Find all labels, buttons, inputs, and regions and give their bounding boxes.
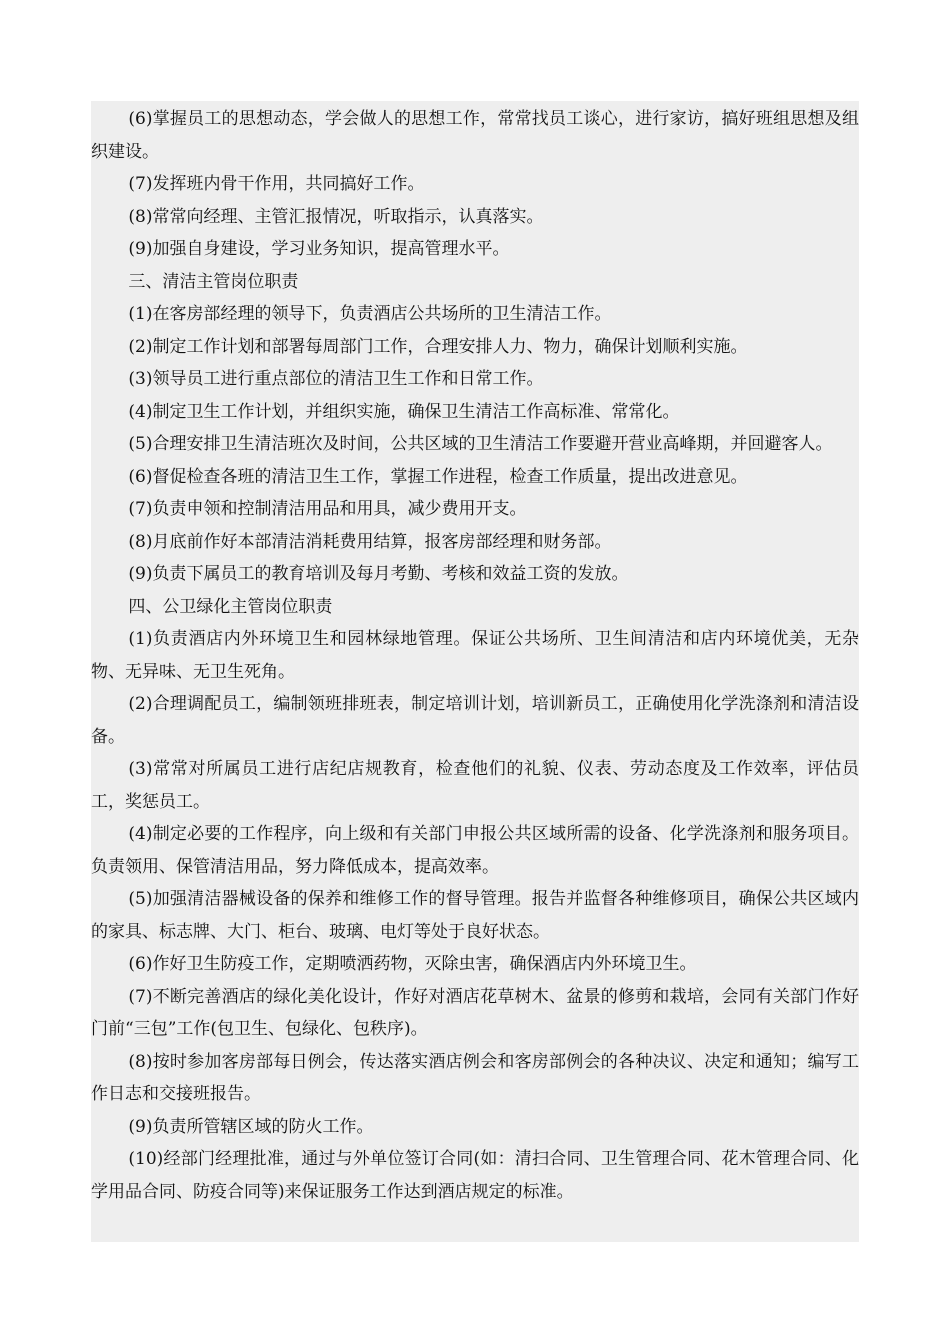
paragraph-greening-9: (9)负责所管辖区域的防火工作。 [128, 1116, 374, 1137]
paragraph-cleaning-1: (1)在客房部经理的领导下，负责酒店公共场所的卫生清洁工作。 [128, 304, 612, 324]
section-heading-greening-supervisor: 四、公卫绿化主管岗位职责 [128, 596, 333, 617]
paragraph-cleaning-9: (9)负责下属员工的教育培训及每月考勤、考核和效益工资的发放。 [128, 564, 629, 584]
document-text-block [91, 101, 859, 1242]
paragraph-greening-7: (7)不断完善酒店的绿化美化设计，作好对酒店花草树木、盆景的修剪和栽培，会同有关部门作好门前“三包”工作(包卫生、包绿化、包秩序)。 [91, 986, 859, 1039]
paragraph-greening-4: (4)制定必要的工作程序，向上级和有关部门申报公共区域所需的设备、化学洗涤剂和服务项目。负责领用、保管清洁用品，努力降低成本，提高效率。 [91, 824, 859, 877]
paragraph-greening-3: (3)常常对所属员工进行店纪店规教育，检查他们的礼貌、仪表、劳动态度及工作效率，评估员工，奖惩员工。 [91, 759, 859, 812]
paragraph-greening-2: (2)合理调配员工，编制领班排班表，制定培训计划，培训新员工，正确使用化学洗涤剂和清洁设备。 [91, 694, 859, 747]
paragraph-cleaning-4: (4)制定卫生工作计划，并组织实施，确保卫生清洁工作高标准、常常化。 [128, 401, 680, 422]
paragraph-greening-5: (5)加强清洁器械设备的保养和维修工作的督导管理。报告并监督各种维修项目，确保公共区域内的家具、标志牌、大门、柜台、玻璃、电灯等处于良好状态。 [91, 889, 859, 942]
paragraph-greening-8: (8)按时参加客房部每日例会，传达落实酒店例会和客房部例会的各种决议、决定和通知；编写工作日志和交接班报告。 [91, 1051, 859, 1104]
paragraph-cleaning-6: (6)督促检查各班的清洁卫生工作，掌握工作进程，检查工作质量，提出改进意见。 [128, 466, 748, 487]
paragraph-8-report: (8)常常向经理、主管汇报情况，听取指示，认真落实。 [128, 206, 544, 227]
paragraph-cleaning-2: (2)制定工作计划和部署每周部门工作，合理安排人力、物力，确保计划顺利实施。 [128, 336, 748, 357]
paragraph-cleaning-7: (7)负责申领和控制清洁用品和用具，减少费用开支。 [128, 499, 527, 519]
paragraph-cleaning-8: (8)月底前作好本部清洁消耗费用结算，报客房部经理和财务部。 [128, 531, 612, 552]
paragraph-6-thought-work: (6)掌握员工的思想动态，学会做人的思想工作，常常找员工谈心，进行家访，搞好班组思想及组织建设。 [91, 109, 859, 162]
paragraph-7-backbone: (7)发挥班内骨干作用，共同搞好工作。 [128, 174, 425, 194]
section-heading-cleaning-supervisor: 三、清洁主管岗位职责 [128, 271, 299, 292]
paragraph-cleaning-3: (3)领导员工进行重点部位的清洁卫生工作和日常工作。 [128, 369, 544, 389]
paragraph-cleaning-5: (5)合理安排卫生清洁班次及时间，公共区域的卫生清洁工作要避开营业高峰期，并回避客人。 [128, 434, 833, 454]
paragraph-greening-10: (10)经部门经理批准，通过与外单位签订合同(如：清扫合同、卫生管理合同、花木管理合同、化学用品合同、防疫合同等)来保证服务工作达到酒店规定的标准。 [91, 1149, 859, 1202]
paragraph-9-self-build: (9)加强自身建设，学习业务知识，提高管理水平。 [128, 239, 510, 259]
paragraph-greening-1: (1)负责酒店内外环境卫生和园林绿地管理。保证公共场所、卫生间清洁和店内环境优美，无杂物、无异味、无卫生死角。 [91, 629, 859, 682]
paragraph-greening-6: (6)作好卫生防疫工作，定期喷洒药物，灭除虫害，确保酒店内外环境卫生。 [128, 954, 697, 974]
